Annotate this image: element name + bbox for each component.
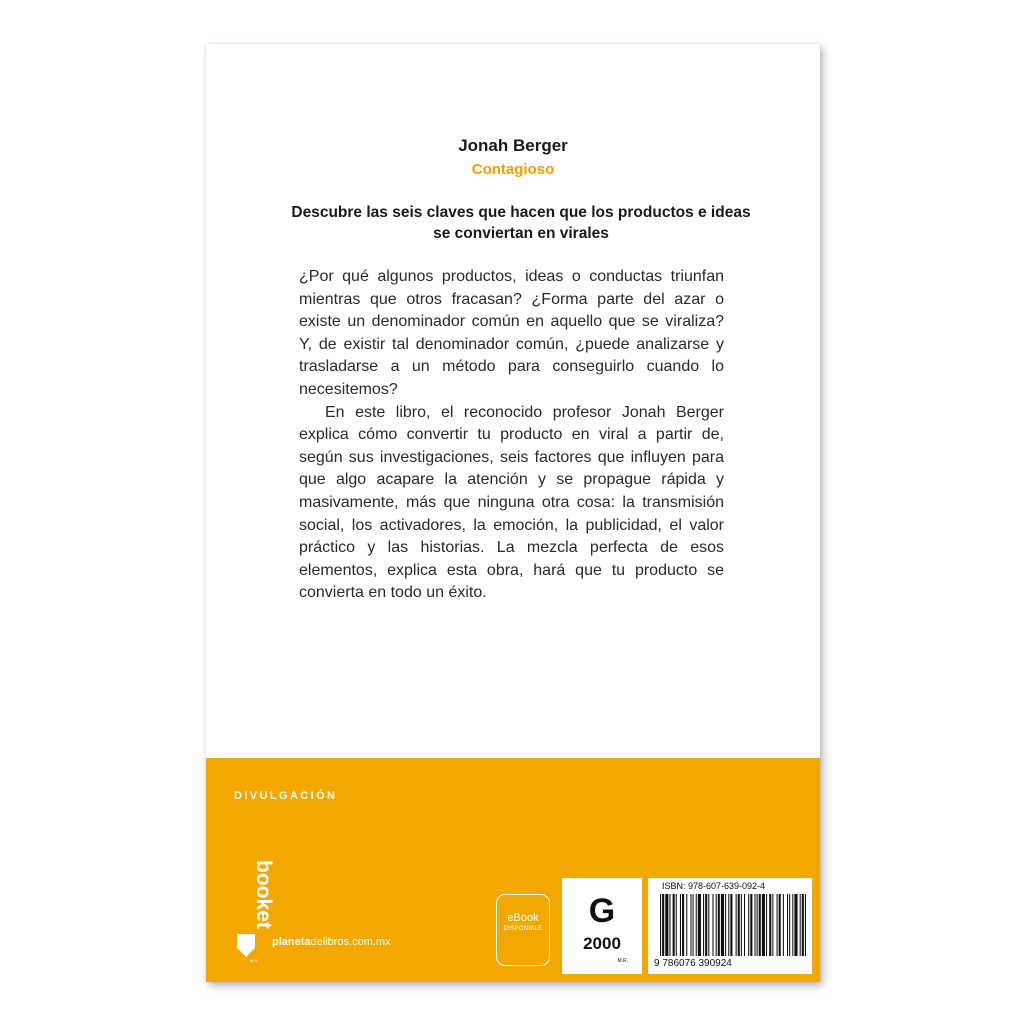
orange-footer-band (206, 758, 820, 982)
g2000-letter: G (588, 892, 616, 930)
website-rest: delibros.com.mx (310, 936, 391, 948)
g2000-mark: M.R. (617, 958, 628, 964)
author-name: Jonah Berger (458, 136, 568, 155)
ebook-available-label: DISPONIBLE (503, 926, 543, 932)
ebook-label: eBook (507, 912, 539, 924)
book-back-cover (206, 44, 820, 982)
book-title: Contagioso (471, 161, 555, 178)
isbn-barcode (648, 878, 812, 974)
booket-logo-text: booket (252, 860, 275, 929)
ebook-badge (496, 894, 550, 966)
g2000-badge (562, 878, 642, 974)
booket-logo-icon (234, 858, 275, 963)
g2000-number: 2000 (583, 934, 621, 953)
website-bold: planeta (272, 936, 311, 948)
website-link (272, 936, 391, 948)
booket-logo-mark: M.R. (250, 958, 259, 963)
isbn-number: ISBN: 978-607-639-092-4 (662, 881, 766, 891)
blurb-paragraph: En este libro, el reconocido profesor Jonah Berger explica cómo convertir tu producto en viral a partir de, según sus investigaciones, seis factores que influyen para que algo acapare la atención y se propague rápida y masivamente, más que ninguna otra cosa: la transmisión social, los activadores, la emoción, la publicidad, el valor práctico y las historias. La mezcla perfecta de esos elementos, explica esta obra, hará que tu producto se convierta en todo un éxito. (299, 403, 724, 602)
blurb (299, 266, 724, 605)
blurb-paragraph: ¿Por qué algunos productos, ideas o conductas triunfan mientras que otros fracasan? ¿Forma parte del azar o existe un denominador común en aquello que se viraliza? Y, de existir tal denominador común, ¿puede analizarse y trasladarse a un método para conseguirlo cuando lo necesitemos? (299, 268, 724, 398)
barcode-digits: 9 786076 390924 (654, 958, 732, 969)
book-subtitle: Descubre las seis claves que hacen que los productos e ideas se conviertan en virales (291, 204, 751, 242)
genre-label: DIVULGACIÓN (234, 790, 338, 802)
barcode-icon (660, 894, 806, 956)
